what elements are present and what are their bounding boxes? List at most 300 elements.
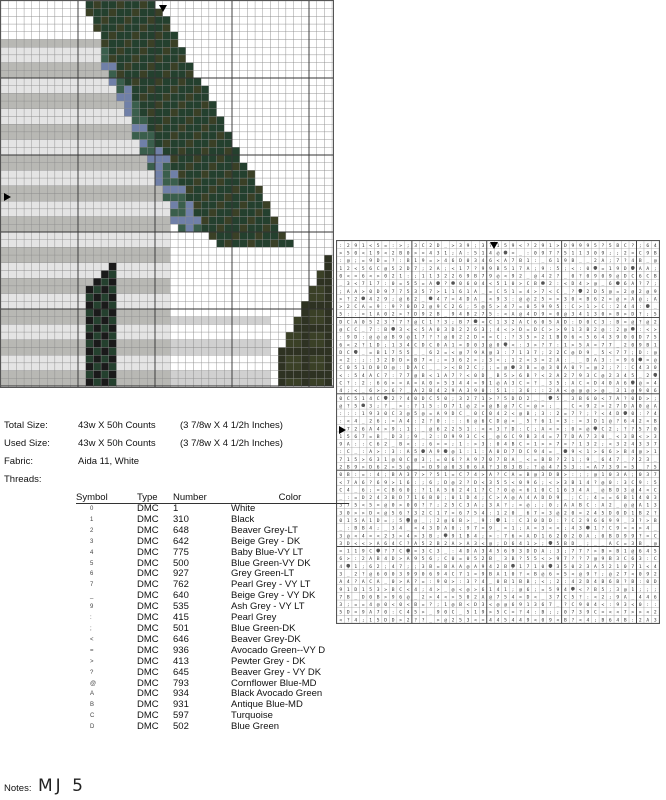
svg-text:1: 1 — [414, 259, 418, 265]
svg-text:5: 5 — [549, 320, 552, 326]
svg-text:@: @ — [346, 259, 350, 265]
thread-symbol: 2 — [90, 527, 94, 534]
svg-text:>: > — [593, 305, 597, 311]
thread-type: DMC — [137, 677, 159, 689]
svg-text:B: B — [653, 251, 657, 257]
thread-color-name: Beaver Grey-LT — [231, 524, 298, 536]
svg-text:0: 0 — [556, 312, 560, 318]
svg-text::: : — [571, 320, 575, 326]
svg-text:A: A — [638, 266, 642, 272]
svg-text:D: D — [376, 259, 380, 265]
svg-text:D: D — [376, 289, 380, 295]
svg-text:5: 5 — [496, 282, 500, 288]
svg-text:4: 4 — [481, 259, 485, 265]
svg-text:=: = — [549, 297, 552, 303]
svg-text:_: _ — [564, 289, 567, 295]
svg-text:0: 0 — [586, 266, 590, 272]
svg-text:2: 2 — [421, 305, 425, 311]
thread-number: 1 — [173, 503, 179, 514]
svg-text:5: 5 — [489, 305, 492, 311]
thread-number: 597 — [173, 710, 189, 722]
svg-text:D: D — [339, 320, 343, 326]
svg-text:<: < — [549, 289, 552, 295]
svg-text:7: 7 — [489, 243, 492, 249]
svg-text:?: ? — [346, 297, 350, 303]
svg-text:_: _ — [541, 259, 545, 265]
color-pattern-chart — [0, 0, 334, 388]
svg-text::: : — [578, 266, 582, 272]
thread-color-name: Pewter Grey - DK — [231, 655, 306, 667]
svg-text:9: 9 — [616, 266, 620, 272]
thread-number: 310 — [173, 513, 189, 525]
svg-text:9: 9 — [369, 259, 373, 265]
svg-text:A: A — [346, 289, 350, 295]
svg-text:6: 6 — [549, 259, 552, 265]
svg-text:1: 1 — [586, 312, 590, 318]
svg-text:4: 4 — [631, 259, 635, 265]
svg-text:5: 5 — [653, 312, 657, 318]
svg-text:1: 1 — [504, 282, 507, 288]
thread-row — [76, 657, 349, 668]
svg-text:4: 4 — [504, 305, 507, 311]
thread-type: DMC — [137, 568, 159, 580]
thread-type: DMC — [137, 688, 159, 700]
svg-text:2: 2 — [638, 289, 642, 295]
thread-color-name: Beige Grey - VY DK — [231, 590, 316, 602]
svg-text:A: A — [429, 282, 432, 288]
svg-text:;: ; — [391, 297, 395, 303]
svg-text:2: 2 — [429, 266, 432, 272]
thread-color-name: Cornflower Blue-MD — [231, 677, 317, 689]
thread-row — [76, 526, 349, 537]
thread-type: DMC — [137, 590, 159, 602]
svg-text:_: _ — [481, 297, 485, 303]
svg-text:A: A — [459, 251, 462, 257]
svg-text:4: 4 — [631, 305, 635, 311]
thread-color-name: Black — [231, 513, 255, 525]
svg-text:1: 1 — [511, 289, 515, 295]
thread-type: DMC — [137, 601, 159, 613]
svg-text:9: 9 — [489, 266, 492, 272]
thread-type: DMC — [137, 503, 159, 514]
svg-text:@: @ — [384, 266, 388, 272]
svg-text::: : — [339, 259, 343, 265]
svg-text:=: = — [369, 305, 373, 311]
svg-text:3: 3 — [504, 297, 507, 303]
svg-text:>: > — [623, 312, 627, 318]
svg-text:=: = — [361, 312, 365, 318]
thread-number: 648 — [173, 524, 189, 536]
svg-text:?: ? — [638, 282, 642, 288]
thread-color-name: Grey Green-LT — [231, 568, 295, 580]
center-row-arrow-icon — [4, 193, 11, 201]
thread-symbol: B — [90, 702, 95, 709]
svg-text:>: > — [608, 312, 612, 318]
svg-text:5: 5 — [556, 305, 560, 311]
thread-row — [76, 602, 349, 613]
thread-type: DMC — [137, 546, 159, 558]
thread-symbol: 7 — [90, 582, 94, 589]
svg-text:9: 9 — [421, 312, 425, 318]
svg-text:9: 9 — [646, 251, 650, 257]
svg-text:6: 6 — [459, 305, 462, 311]
svg-text:2: 2 — [593, 259, 597, 265]
svg-text:;: ; — [616, 251, 620, 257]
svg-text:=: = — [519, 305, 522, 311]
svg-text:>: > — [436, 289, 440, 295]
svg-text:5: 5 — [564, 251, 567, 257]
svg-text:C: C — [526, 282, 530, 288]
svg-text:1: 1 — [444, 251, 447, 257]
symbol-pattern-grid — [337, 241, 659, 623]
svg-text:0: 0 — [586, 274, 590, 280]
svg-text:?: ? — [601, 243, 605, 249]
svg-text:9: 9 — [601, 251, 605, 257]
svg-text:4: 4 — [526, 312, 530, 318]
thread-symbol: ; — [90, 625, 92, 632]
svg-text:>: > — [586, 282, 590, 288]
svg-text:C: C — [631, 274, 635, 280]
thread-number: 762 — [173, 579, 189, 591]
svg-text:C: C — [489, 320, 492, 326]
svg-text:4: 4 — [369, 297, 373, 303]
svg-text:4: 4 — [541, 274, 545, 280]
svg-text:6: 6 — [489, 259, 492, 265]
thread-number: 640 — [173, 590, 189, 602]
svg-text:@: @ — [616, 274, 620, 280]
svg-text:?: ? — [406, 320, 410, 326]
svg-text:1: 1 — [586, 305, 590, 311]
thread-type: DMC — [137, 633, 159, 645]
thread-row — [76, 700, 349, 711]
svg-text:<: < — [354, 282, 358, 288]
svg-text:A: A — [436, 266, 440, 272]
notes-label: Notes: — [4, 783, 32, 794]
svg-text:3: 3 — [414, 243, 418, 249]
svg-text:@: @ — [519, 297, 522, 303]
svg-text:3: 3 — [571, 312, 575, 318]
thread-type: DMC — [137, 622, 159, 634]
svg-text:_: _ — [601, 282, 605, 288]
svg-text:>: > — [451, 243, 455, 249]
svg-text:9: 9 — [541, 266, 545, 272]
thread-row — [76, 537, 349, 548]
svg-text:C: C — [421, 243, 425, 249]
svg-text:C: C — [556, 289, 560, 295]
svg-text:B: B — [616, 243, 620, 249]
svg-text::: : — [354, 312, 358, 318]
svg-text:9: 9 — [541, 305, 545, 311]
svg-text:0: 0 — [339, 274, 343, 280]
svg-text:5: 5 — [421, 289, 425, 295]
svg-text:7: 7 — [511, 305, 515, 311]
svg-text:B: B — [474, 274, 477, 280]
svg-text:A: A — [601, 259, 605, 265]
thread-symbol: 0 — [90, 506, 94, 512]
svg-text:0: 0 — [593, 251, 597, 257]
svg-text:;: ; — [406, 243, 410, 249]
thread-type: DMC — [137, 666, 159, 678]
svg-text:>: > — [534, 289, 537, 295]
thread-color-name: Avocado Green--VY D — [231, 644, 326, 656]
svg-text:;: ; — [339, 289, 343, 295]
svg-text:A: A — [504, 259, 507, 265]
svg-text:3: 3 — [414, 289, 418, 295]
svg-text:0: 0 — [526, 305, 530, 311]
svg-text:1: 1 — [496, 320, 500, 326]
svg-text:A: A — [526, 266, 530, 272]
svg-text:A: A — [631, 297, 635, 303]
svg-text:_: _ — [526, 274, 530, 280]
svg-text:D: D — [414, 305, 418, 311]
svg-text:1: 1 — [444, 289, 447, 295]
svg-text:A: A — [556, 320, 560, 326]
svg-text:_: _ — [646, 259, 650, 265]
svg-text:6: 6 — [459, 289, 462, 295]
thread-symbol: 6 — [90, 571, 94, 578]
svg-text::: : — [384, 305, 388, 311]
fabric-label: Fabric: — [4, 456, 34, 467]
thread-number: 646 — [173, 633, 189, 645]
svg-text:C: C — [646, 274, 650, 280]
svg-text:B: B — [459, 320, 462, 326]
svg-text:0: 0 — [601, 274, 605, 280]
svg-text:4: 4 — [481, 282, 485, 288]
svg-text:<: < — [564, 282, 567, 288]
svg-text:9: 9 — [541, 251, 545, 257]
svg-text:<: < — [489, 297, 492, 303]
thread-number: 936 — [173, 644, 189, 656]
svg-text:_: _ — [421, 297, 425, 303]
header-color: Color — [231, 491, 349, 504]
thread-symbol: A — [90, 691, 95, 698]
thread-number: 775 — [173, 546, 189, 558]
thread-color-name: Pearl Grey - VY LT — [231, 579, 311, 591]
svg-text:4: 4 — [444, 259, 447, 265]
svg-text:5: 5 — [504, 266, 507, 272]
svg-text:;: ; — [466, 305, 470, 311]
svg-text:2: 2 — [429, 243, 432, 249]
svg-text:7: 7 — [466, 266, 470, 272]
thread-number: 642 — [173, 535, 189, 547]
svg-text:B: B — [406, 259, 410, 265]
center-column-arrow-icon — [159, 5, 167, 12]
svg-text:0: 0 — [601, 312, 605, 318]
svg-text:?: ? — [399, 305, 403, 311]
svg-text:>: > — [339, 305, 343, 311]
svg-text:3: 3 — [593, 312, 597, 318]
used-size-inches: (3 7/8w X 4 1/2h Inches) — [180, 438, 283, 449]
thread-row — [76, 548, 349, 559]
svg-text:<: < — [369, 274, 373, 280]
svg-text:?: ? — [391, 320, 395, 326]
svg-text:<: < — [504, 274, 507, 280]
svg-text:D: D — [623, 274, 627, 280]
svg-text::: : — [384, 282, 388, 288]
svg-text:0: 0 — [534, 251, 537, 257]
svg-text:;: ; — [646, 312, 650, 318]
thread-color-name: Beige Grey - DK — [231, 535, 301, 547]
svg-text:B: B — [466, 312, 470, 318]
thread-color-name: Baby Blue-VY LT — [231, 546, 303, 558]
thread-color-name: White — [231, 503, 256, 514]
svg-text:7: 7 — [414, 266, 418, 272]
svg-text:=: = — [429, 259, 432, 265]
svg-text:4: 4 — [526, 289, 530, 295]
svg-text:=: = — [489, 289, 492, 295]
thread-type: DMC — [137, 557, 159, 569]
thread-type: DMC — [137, 699, 159, 711]
thread-row — [76, 591, 349, 602]
svg-text:2: 2 — [451, 305, 455, 311]
svg-text:>: > — [623, 297, 627, 303]
svg-text:1: 1 — [369, 251, 373, 257]
svg-text:;: ; — [638, 243, 642, 249]
svg-text:1: 1 — [451, 289, 455, 295]
svg-text:2: 2 — [601, 297, 605, 303]
svg-text:0: 0 — [369, 289, 373, 295]
svg-text:2: 2 — [534, 297, 537, 303]
thread-number: 931 — [173, 699, 189, 711]
svg-text:_: _ — [653, 305, 657, 311]
svg-text:5: 5 — [608, 243, 612, 249]
svg-text::: : — [406, 274, 410, 280]
svg-text:;: ; — [451, 251, 455, 257]
svg-text:?: ? — [406, 312, 410, 318]
svg-text:7: 7 — [444, 297, 447, 303]
svg-text:2: 2 — [549, 282, 552, 288]
svg-text:2: 2 — [474, 312, 477, 318]
svg-text:@: @ — [638, 297, 642, 303]
used-size-counts: 43w X 50h Counts — [78, 438, 156, 449]
svg-text:2: 2 — [391, 312, 395, 318]
svg-text:2: 2 — [429, 312, 432, 318]
svg-text:B: B — [586, 297, 590, 303]
svg-text:>: > — [496, 305, 500, 311]
svg-text:3: 3 — [586, 251, 590, 257]
svg-text:;: ; — [608, 251, 612, 257]
thread-color-name: Black Avocado Green — [231, 688, 323, 700]
svg-text::: : — [511, 297, 515, 303]
svg-text:2: 2 — [616, 305, 620, 311]
svg-text:5: 5 — [556, 266, 560, 272]
svg-text:3: 3 — [444, 320, 447, 326]
svg-text:C: C — [571, 305, 575, 311]
total-size-inches: (3 7/8w X 4 1/2h Inches) — [180, 420, 283, 431]
svg-text:4: 4 — [489, 251, 492, 257]
svg-text:<: < — [369, 243, 373, 249]
thread-symbol: 3 — [90, 538, 94, 545]
thread-number: 934 — [173, 688, 189, 700]
svg-text:2: 2 — [399, 266, 403, 272]
svg-text:=: = — [421, 282, 425, 288]
svg-text:=: = — [361, 259, 365, 265]
fabric-value: Aida 11, White — [78, 456, 140, 467]
svg-text::: : — [564, 305, 567, 311]
svg-text:2: 2 — [354, 297, 358, 303]
svg-text:?: ? — [638, 312, 642, 318]
svg-text:9: 9 — [481, 266, 485, 272]
svg-text:<: < — [489, 282, 492, 288]
symbol-center-column-arrow-icon — [490, 242, 498, 249]
svg-text:7: 7 — [376, 282, 380, 288]
thread-table-header — [76, 491, 349, 504]
svg-text:9: 9 — [593, 274, 597, 280]
svg-text:D: D — [534, 312, 537, 318]
svg-text:?: ? — [474, 266, 477, 272]
svg-text:_: _ — [481, 289, 485, 295]
svg-text:4: 4 — [429, 251, 432, 257]
svg-text:A: A — [354, 320, 358, 326]
svg-text:B: B — [638, 259, 642, 265]
thread-symbol: < — [90, 636, 94, 643]
svg-text:1: 1 — [608, 266, 612, 272]
svg-text:0: 0 — [571, 297, 575, 303]
svg-text:9: 9 — [466, 274, 470, 280]
svg-text:?: ? — [578, 274, 582, 280]
thread-row — [76, 668, 349, 679]
svg-text:@: @ — [414, 320, 418, 326]
svg-text:?: ? — [526, 243, 530, 249]
svg-text:0: 0 — [511, 282, 515, 288]
svg-text:7: 7 — [549, 251, 552, 257]
thread-number: 413 — [173, 655, 189, 667]
thread-symbol: @ — [90, 680, 97, 687]
total-size-counts: 43w X 50h Counts — [78, 420, 156, 431]
svg-text:B: B — [496, 266, 500, 272]
svg-text::: : — [339, 243, 343, 249]
svg-text:A: A — [646, 266, 650, 272]
svg-text:=: = — [631, 251, 635, 257]
svg-text:D: D — [436, 243, 440, 249]
svg-text:9: 9 — [489, 274, 492, 280]
svg-text:1: 1 — [511, 266, 515, 272]
svg-text:?: ? — [436, 320, 440, 326]
thread-symbol: 9 — [90, 604, 94, 611]
svg-text:B: B — [436, 312, 440, 318]
svg-text:2: 2 — [519, 274, 522, 280]
svg-text:7: 7 — [541, 289, 545, 295]
notes-handwritten-value: MJ 5 — [38, 776, 86, 796]
svg-text:B: B — [399, 251, 403, 257]
thread-type: DMC — [137, 612, 159, 624]
svg-text:_: _ — [578, 259, 582, 265]
svg-text:2: 2 — [346, 305, 350, 311]
svg-text:4: 4 — [623, 305, 627, 311]
thread-number: 501 — [173, 622, 189, 634]
svg-text:>: > — [339, 297, 343, 303]
svg-text::: : — [346, 312, 350, 318]
svg-text:0: 0 — [459, 282, 462, 288]
svg-text:2: 2 — [391, 274, 395, 280]
svg-text:7: 7 — [511, 259, 515, 265]
svg-text:1: 1 — [549, 243, 552, 249]
svg-text:<: < — [451, 266, 455, 272]
svg-text:D: D — [564, 320, 567, 326]
svg-text:D: D — [631, 312, 635, 318]
svg-text:5: 5 — [541, 297, 545, 303]
svg-text:D: D — [459, 259, 462, 265]
svg-text:9: 9 — [541, 312, 545, 318]
svg-text:6: 6 — [638, 274, 642, 280]
svg-text:9: 9 — [578, 243, 582, 249]
svg-text:1: 1 — [369, 282, 373, 288]
svg-text::: : — [556, 282, 560, 288]
svg-text:A: A — [519, 320, 522, 326]
svg-text:>: > — [399, 243, 403, 249]
svg-text:9: 9 — [384, 297, 388, 303]
svg-text:1: 1 — [369, 312, 373, 318]
